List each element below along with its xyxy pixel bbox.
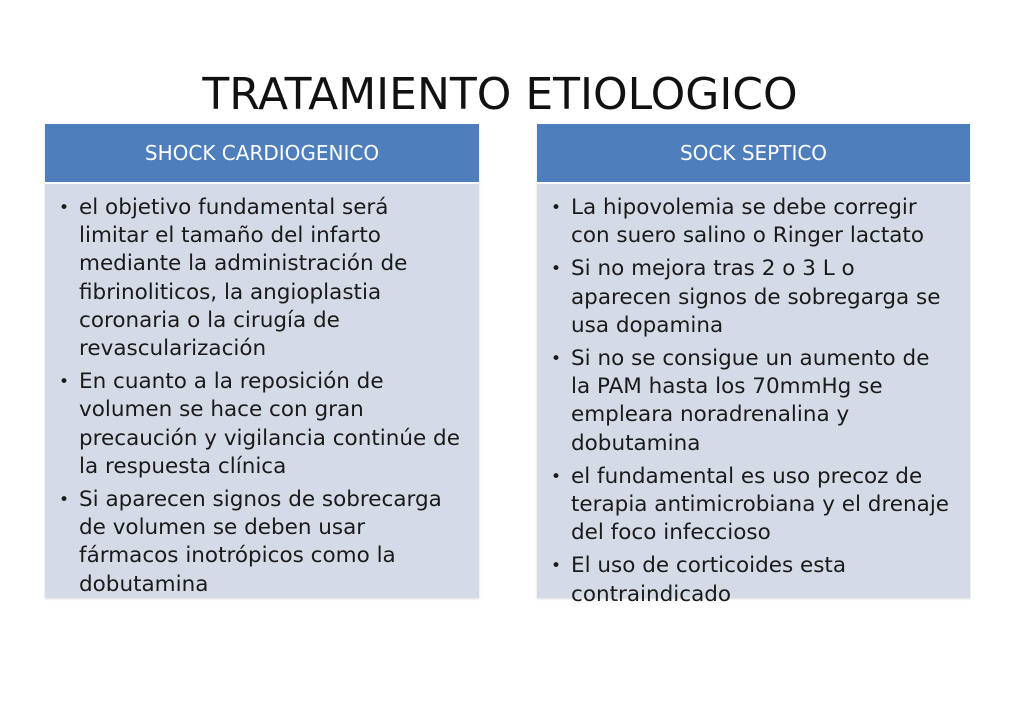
list-item-text: Si no mejora tras 2 o 3 L o aparecen signos de sobregarga se usa dopamina	[571, 256, 941, 338]
bullet-icon: •	[551, 349, 562, 370]
list-item-text: Si no se consigue un aumento de la PAM hasta los 70mmHg se empleara noradrenalina y dobutamina	[571, 346, 930, 456]
bullet-icon: •	[59, 490, 70, 511]
bullet-list	[45, 184, 479, 599]
list-item	[59, 368, 463, 481]
list-item-text: En cuanto a la reposición de volumen se hace con gran precaución y vigilancia continúe de la respuesta clínica	[79, 369, 460, 479]
bullet-icon: •	[551, 556, 562, 577]
panel-header: SHOCK CARDIOGENICO	[45, 124, 479, 184]
list-item-text: La hipovolemia se debe corregir con suero salino o Ringer lactato	[571, 195, 925, 249]
slide-title: TRATAMIENTO ETIOLOGICO	[202, 69, 798, 121]
bullet-icon: •	[59, 372, 70, 393]
bullet-icon: •	[551, 198, 562, 218]
list-item	[59, 194, 463, 363]
list-item	[551, 345, 954, 458]
panel-sock-septico	[537, 124, 970, 607]
bullet-icon: •	[59, 198, 70, 218]
list-item-text: el fundamental es uso precoz de terapia antimicrobiana y el drenaje del foco infeccioso	[571, 463, 950, 546]
list-item	[551, 194, 954, 250]
list-item	[551, 552, 954, 608]
bullet-icon: •	[551, 466, 562, 487]
list-item	[551, 463, 954, 548]
list-item-text: el objetivo fundamental será limitar el tamaño del infarto mediante la administración de fibrinoliticos, la angioplastia coronaria o la cirugía de revascularización	[79, 195, 408, 362]
list-item-text: Si aparecen signos de sobrecarga de volumen se deben usar fármacos inotrópicos como la dobutamina	[79, 487, 442, 597]
list-item-text: El uso de corticoides esta contraindicado	[571, 553, 847, 607]
panel-shock-cardiogenico	[45, 124, 479, 598]
list-item	[551, 255, 954, 340]
bullet-list	[537, 184, 970, 609]
bullet-icon: •	[551, 259, 562, 280]
panel-header: SOCK SEPTICO	[537, 124, 970, 184]
list-item	[59, 486, 463, 599]
